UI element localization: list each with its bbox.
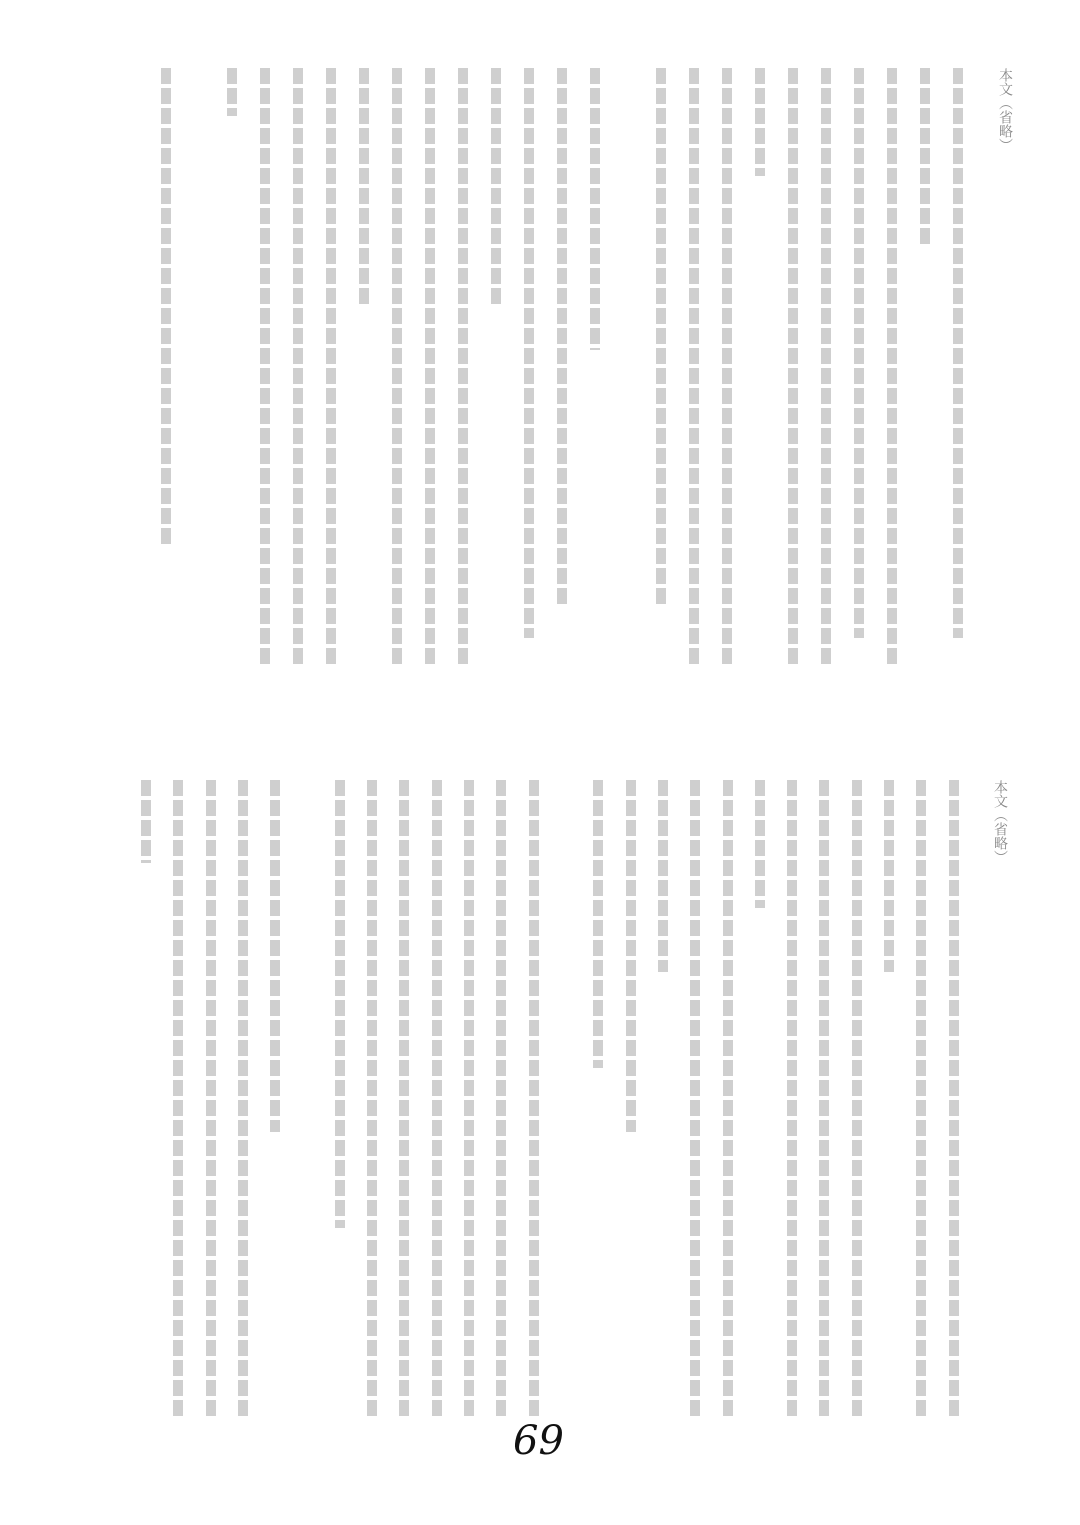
text-column bbox=[909, 68, 942, 668]
redacted-line bbox=[787, 780, 797, 1420]
text-column bbox=[938, 780, 970, 1420]
redacted-line bbox=[852, 780, 862, 1420]
redacted-line bbox=[432, 780, 442, 1420]
text-block-top bbox=[125, 68, 1013, 668]
redacted-line bbox=[425, 68, 435, 668]
text-column bbox=[216, 68, 249, 668]
text-column bbox=[183, 68, 216, 668]
redacted-line bbox=[141, 780, 151, 863]
redacted-line bbox=[293, 68, 303, 668]
text-column bbox=[480, 68, 513, 668]
redacted-line bbox=[161, 68, 171, 548]
text-column bbox=[162, 780, 194, 1420]
text-column bbox=[647, 780, 679, 1420]
redacted-line bbox=[270, 780, 280, 1132]
redacted-line bbox=[755, 68, 765, 176]
text-column bbox=[678, 68, 711, 668]
redacted-line bbox=[722, 68, 732, 668]
text-column bbox=[150, 68, 183, 668]
redacted-line bbox=[367, 780, 377, 1420]
redacted-line bbox=[626, 780, 636, 1132]
text-column bbox=[546, 68, 579, 668]
text-column bbox=[381, 68, 414, 668]
redacted-line bbox=[884, 780, 894, 972]
text-column bbox=[905, 780, 937, 1420]
text-column bbox=[579, 68, 612, 668]
redacted-line bbox=[819, 780, 829, 1420]
text-column bbox=[356, 780, 388, 1420]
text-column bbox=[744, 68, 777, 668]
text-column bbox=[841, 780, 873, 1420]
text-column bbox=[808, 780, 840, 1420]
redacted-line bbox=[491, 68, 501, 308]
redacted-line bbox=[723, 780, 733, 1420]
text-column bbox=[777, 68, 810, 668]
redacted-line bbox=[496, 780, 506, 1420]
redaction-note-top: 本文（省略） bbox=[997, 68, 1013, 152]
text-column bbox=[315, 68, 348, 668]
redacted-line bbox=[593, 780, 603, 1068]
redacted-line bbox=[359, 68, 369, 308]
redaction-note-bottom: 本文（省略） bbox=[992, 780, 1008, 864]
text-column bbox=[712, 780, 744, 1420]
text-column bbox=[421, 780, 453, 1420]
text-column bbox=[485, 780, 517, 1420]
text-column bbox=[645, 68, 678, 668]
redacted-line bbox=[755, 780, 765, 908]
text-column bbox=[582, 780, 614, 1420]
redacted-line bbox=[392, 68, 402, 668]
redacted-line bbox=[238, 780, 248, 1420]
text-column bbox=[876, 68, 909, 668]
text-column bbox=[843, 68, 876, 668]
text-column bbox=[550, 780, 582, 1420]
redacted-line bbox=[949, 780, 959, 1420]
redacted-line bbox=[658, 780, 668, 972]
text-column bbox=[259, 780, 291, 1420]
redacted-line bbox=[464, 780, 474, 1420]
text-column bbox=[324, 780, 356, 1420]
redacted-line bbox=[590, 68, 600, 350]
text-column bbox=[679, 780, 711, 1420]
text-column bbox=[282, 68, 315, 668]
redacted-line bbox=[690, 780, 700, 1420]
redacted-line bbox=[821, 68, 831, 668]
redacted-line bbox=[854, 68, 864, 638]
redacted-line bbox=[458, 68, 468, 668]
text-column bbox=[744, 780, 776, 1420]
redacted-line bbox=[326, 68, 336, 668]
text-column bbox=[518, 780, 550, 1420]
redacted-line bbox=[788, 68, 798, 668]
text-column bbox=[612, 68, 645, 668]
text-column bbox=[615, 780, 647, 1420]
text-column bbox=[513, 68, 546, 668]
redacted-line bbox=[689, 68, 699, 668]
redacted-line bbox=[399, 780, 409, 1420]
text-column bbox=[810, 68, 843, 668]
redacted-line bbox=[887, 68, 897, 668]
redacted-line bbox=[953, 68, 963, 638]
redacted-line bbox=[529, 780, 539, 1420]
redacted-line bbox=[920, 68, 930, 248]
text-column bbox=[388, 780, 420, 1420]
redacted-line bbox=[557, 68, 567, 608]
text-column bbox=[447, 68, 480, 668]
redacted-line bbox=[206, 780, 216, 1420]
redacted-line bbox=[524, 68, 534, 638]
redacted-line bbox=[916, 780, 926, 1420]
text-column bbox=[414, 68, 447, 668]
redacted-line bbox=[173, 780, 183, 1420]
text-block-bottom bbox=[130, 780, 1008, 1420]
text-column bbox=[195, 780, 227, 1420]
redacted-line bbox=[335, 780, 345, 1228]
text-column bbox=[453, 780, 485, 1420]
text-column bbox=[873, 780, 905, 1420]
text-column bbox=[942, 68, 975, 668]
text-column bbox=[249, 68, 282, 668]
text-column bbox=[291, 780, 323, 1420]
page-number: 69 bbox=[513, 1418, 564, 1464]
text-column bbox=[130, 780, 162, 1420]
redacted-line bbox=[260, 68, 270, 668]
text-column bbox=[711, 68, 744, 668]
redacted-line bbox=[227, 68, 237, 116]
text-column bbox=[776, 780, 808, 1420]
text-column bbox=[227, 780, 259, 1420]
redacted-line bbox=[656, 68, 666, 608]
text-column bbox=[348, 68, 381, 668]
